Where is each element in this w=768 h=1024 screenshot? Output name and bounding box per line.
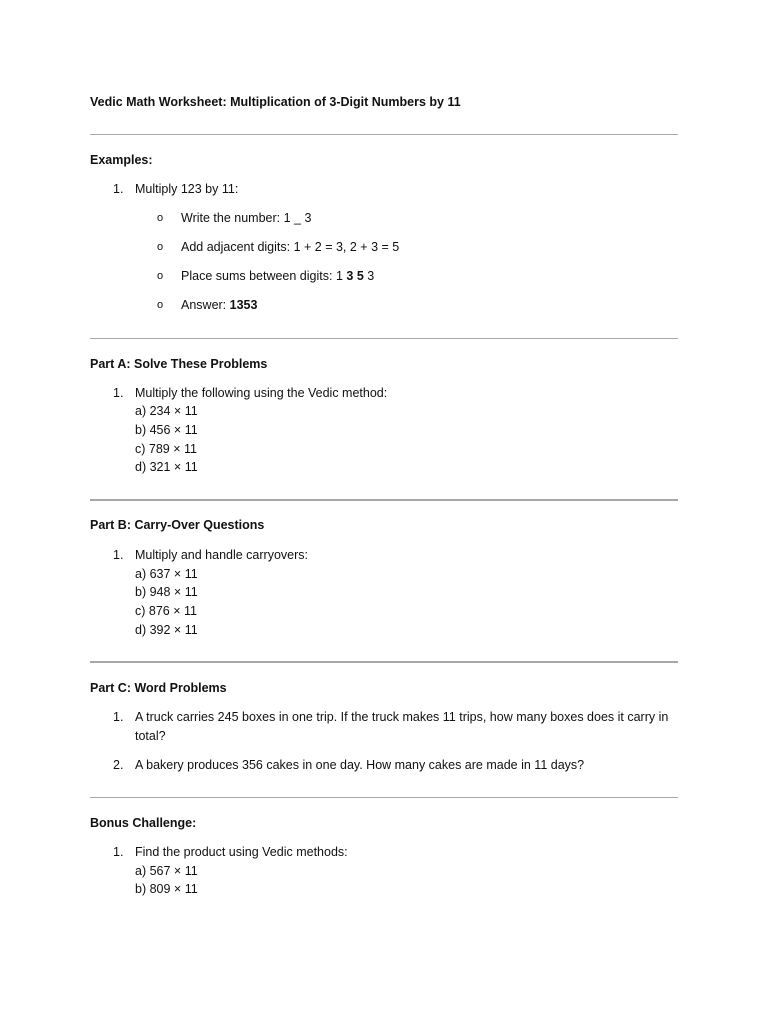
list-number: 1. [113, 548, 124, 562]
word-problem-line: A truck carries 245 boxes in one trip. If the truck makes 11 trips, how many boxes does it carry in [135, 710, 669, 724]
divider [90, 499, 678, 501]
divider [90, 661, 678, 663]
example-step: Add adjacent digits: 1 + 2 = 3, 2 + 3 = 5 [181, 240, 400, 254]
example-step: Write the number: 1 _ 3 [181, 211, 312, 225]
part-c-heading: Part C: Word Problems [90, 681, 227, 695]
part-a-heading: Part A: Solve These Problems [90, 357, 268, 371]
step-text: 3 [363, 269, 375, 283]
bullet-marker: o [157, 212, 164, 224]
worksheet-title: Vedic Math Worksheet: Multiplication of 3-Digit Numbers by 11 [90, 95, 461, 109]
list-number: 1. [113, 386, 124, 400]
word-problem-line: A bakery produces 356 cakes in one day. How many cakes are made in 11 days? [135, 758, 585, 772]
step-text: Answer: [181, 298, 230, 312]
divider [90, 134, 678, 135]
bonus-instruction: Find the product using Vedic methods: [135, 845, 348, 859]
part-b-heading: Part B: Carry-Over Questions [90, 518, 265, 532]
bullet-marker: o [157, 270, 164, 282]
step-bold-digit: 3 [346, 269, 354, 283]
bonus-heading: Bonus Challenge: [90, 816, 197, 830]
problem-item: a) 234 × 11 [135, 404, 198, 418]
divider [90, 338, 678, 339]
problem-item: b) 456 × 11 [135, 423, 198, 437]
list-number: 1. [113, 710, 124, 724]
problem-item: c) 789 × 11 [135, 442, 197, 456]
list-number: 1. [113, 845, 124, 859]
problem-item: c) 876 × 11 [135, 604, 197, 618]
bullet-marker: o [157, 299, 164, 311]
divider [90, 797, 678, 798]
problem-item: d) 392 × 11 [135, 623, 198, 637]
part-a-instruction: Multiply the following using the Vedic method: [135, 386, 388, 400]
bullet-marker: o [157, 241, 164, 253]
problem-item: a) 567 × 11 [135, 864, 198, 878]
problem-item: b) 948 × 11 [135, 585, 198, 599]
step-text: Place sums between digits: 1 [181, 269, 347, 283]
problem-item: b) 809 × 11 [135, 882, 198, 896]
example-step [181, 269, 374, 283]
answer-value: 1353 [229, 298, 258, 312]
word-problem-line: total? [135, 729, 166, 743]
example-item: Multiply 123 by 11: [135, 182, 239, 196]
example-step [181, 298, 257, 312]
part-b-instruction: Multiply and handle carryovers: [135, 548, 308, 562]
list-number: 1. [113, 182, 124, 196]
list-number: 2. [113, 758, 124, 772]
problem-item: d) 321 × 11 [135, 460, 198, 474]
problem-item: a) 637 × 11 [135, 567, 198, 581]
step-bold-digit: 5 [356, 269, 364, 283]
examples-heading: Examples: [90, 153, 153, 167]
